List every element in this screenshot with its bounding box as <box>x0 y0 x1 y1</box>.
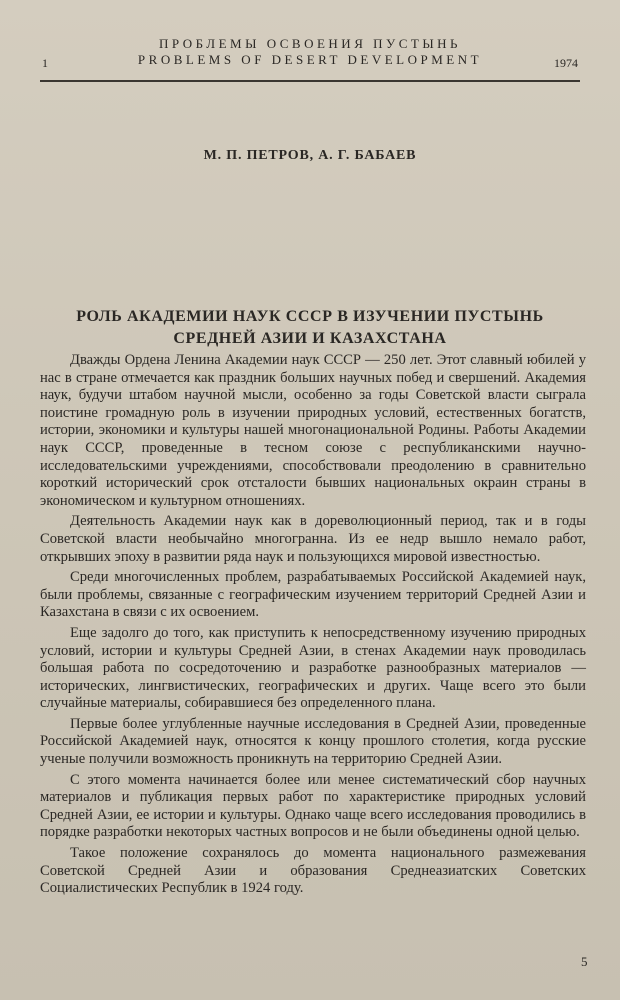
article-authors: М. П. ПЕТРОВ, А. Г. БАБАЕВ <box>203 148 417 163</box>
page-number: 5 <box>581 954 588 969</box>
issue-number: 1 <box>42 56 48 70</box>
article-title: РОЛЬ АКАДЕМИИ НАУК СССР В ИЗУЧЕНИИ ПУСТЫНЬ СРЕДНЕЙ АЗИИ И КАЗАХСТАНА <box>76 308 544 347</box>
running-head <box>40 30 580 82</box>
journal-title-english: PROBLEMS OF DESERT DEVELOPMENT <box>137 52 483 67</box>
paragraph: Первые более углубленные научные исследования в Средней Азии, проведенные Российской Академией наук, относятся к концу прошлого столетия, когда русские ученые получили возможность проникнуть на территорию Средней Азии. <box>40 715 586 768</box>
publication-year: 1974 <box>554 56 578 70</box>
article-body <box>40 352 586 901</box>
paragraph: Деятельность Академии наук как в дореволюционный период, так и в годы Советской власти необычайно многогранна. Из ее недр вышло немало работ, открывших эпоху в развитии ряда наук и пользующихся мировой известностью. <box>40 513 586 565</box>
journal-title-russian: ПРОБЛЕМЫ ОСВОЕНИЯ ПУСТЫНЬ <box>158 36 462 51</box>
paragraph: Дважды Ордена Ленина Академии наук СССР — 250 лет. Этот славный юбилей у нас в стране отмечается как праздник больших научных побед и свершений. Академия наук, будучи штабом научной мысли, особенно за годы Советской власти сыграла поистине громадную роль в изучении природных условий, естественных богатств, истории, экономики и культуры нашей многонациональной Родины. Работы Академии наук СССР, проведенные в тесном союзе с республиканскими научно-исследовательскими учреждениями, способствовали преодолению в сравнительно короткий исторический срок отсталости бывших национальных окраин страны в экономическом и культурном отношениях. <box>40 352 586 509</box>
paragraph: Среди многочисленных проблем, разрабатываемых Российской Академией наук, были проблемы, связанные с географическим изучением территорий Средней Азии и Казахстана в связи с их освоением. <box>40 569 586 621</box>
paragraph: Еще задолго до того, как приступить к непосредственному изучению природных условий, истории и культуры Средней Азии, в стенах Академии наук проводилась большая работа по сосредоточению и разработке разнообразных материалов — исторических, лингвистических, географических и других. Чаще всего это были случайные материалы, собиравшиеся без определенного плана. <box>40 624 586 712</box>
paragraph: С этого момента начинается более или менее систематический сбор научных материалов и публикация первых работ по характеристике природных условий Средней Азии, ее истории и культуры. Однако чаще всего исследования проводились в порядке разработки некоторых частных вопросов и не были объединены одной целью. <box>40 771 586 841</box>
paragraph: Такое положение сохранялось до момента национального размежевания Советской Средней Азии и образования Среднеазиатских Советских Социалистических Республик в 1924 году. <box>40 845 586 897</box>
